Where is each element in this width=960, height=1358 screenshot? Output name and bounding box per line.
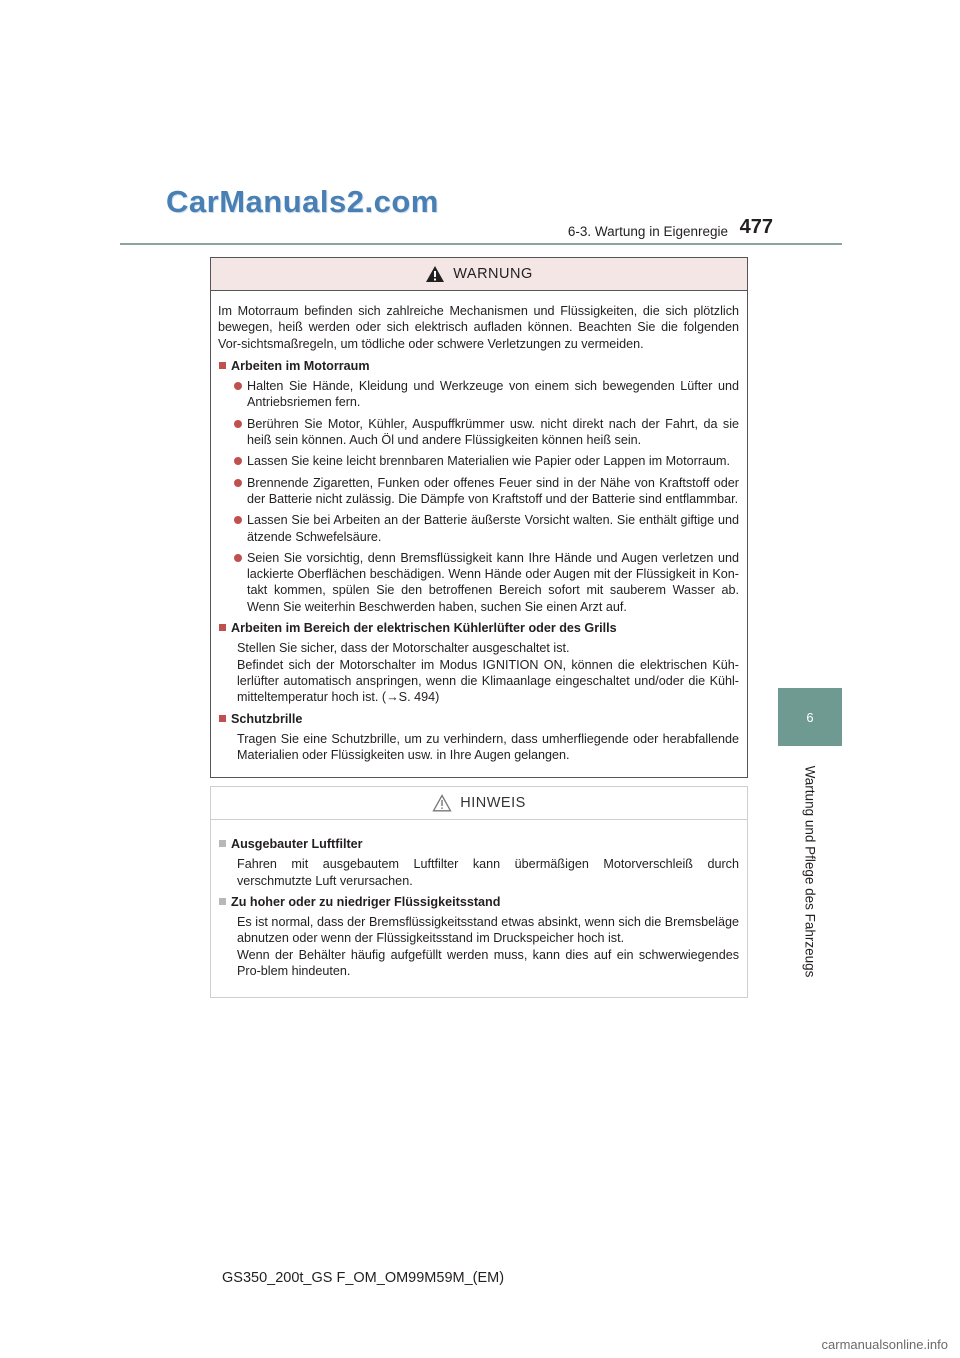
section-heading: Schutzbrille xyxy=(218,711,739,727)
chapter-number: 6 xyxy=(806,709,814,725)
note-body xyxy=(211,820,747,997)
section-header: 6-3. Wartung in Eigenregie xyxy=(567,224,728,239)
paragraph: Fahren mit ausgebautem Luftfilter kann übermäßigen Motorverschleiß durch verschmutzte Luft verursachen. xyxy=(237,857,739,888)
chapter-side-title xyxy=(778,756,842,986)
header-divider xyxy=(120,243,842,245)
warning-title: WARNUNG xyxy=(453,266,533,282)
bullet-dot-icon xyxy=(234,554,242,562)
warning-box xyxy=(210,257,748,778)
document-code: GS350_200t_GS F_OM_OM99M59M_(EM) xyxy=(222,1270,505,1286)
section-heading: Zu hoher oder zu niedriger Flüssigkeitsstand xyxy=(218,894,739,910)
section-heading: Arbeiten im Bereich der elektrischen Kühlerlüfter oder des Grills xyxy=(218,620,739,636)
section-heading: Arbeiten im Motorraum xyxy=(218,358,739,374)
carmanuals-logo: CarManuals2.com xyxy=(166,184,439,219)
square-bullet-icon xyxy=(219,624,226,631)
page-number: 477 xyxy=(739,216,773,238)
paragraph: Befindet sich der Motorschalter im Modus IGNITION ON, können die elektrischen Küh-lerlüfter automatisch anspringen, wenn die Klimaanlage eingeschaltet und/oder die Kühl-mitteltemperatur hoch ist. (→S. 494) xyxy=(237,657,739,705)
bullet-dot-icon xyxy=(234,479,242,487)
paragraph: Es ist normal, dass der Bremsflüssigkeitsstand etwas absinkt, wenn sich die Bremsbeläge abnutzen oder wenn der Flüssigkeitsstand im Druckspeicher hoch ist. xyxy=(237,915,739,946)
square-bullet-icon xyxy=(219,898,226,905)
list-item: Berühren Sie Motor, Kühler, Auspuffkrümmer usw. nicht direkt nach der Fahrt, da sie heiß sein können. Auch Öl und andere Flüssigkeiten können heiß sein. xyxy=(218,416,739,449)
paragraph: Tragen Sie eine Schutzbrille, um zu verhindern, dass umherfliegende oder herabfallende Materialien oder Flüssigkeiten usw. in Ihre Augen gelangen. xyxy=(237,731,739,763)
bullet-dot-icon xyxy=(234,420,242,428)
paragraph: Wenn der Behälter häufig aufgefüllt werden muss, kann dies auf ein schwerwiegendes Pro-blem hindeuten. xyxy=(237,947,739,979)
list-item: Halten Sie Hände, Kleidung und Werkzeuge von einem sich bewegenden Lüfter und Antriebsriemen fern. xyxy=(218,378,739,411)
watermark: carmanualsonline.info xyxy=(821,1337,948,1352)
square-bullet-icon xyxy=(219,362,226,369)
warning-header xyxy=(211,258,747,291)
chapter-tab xyxy=(778,688,842,746)
section-heading: Ausgebauter Luftfilter xyxy=(218,836,739,852)
chapter-side-title-text: Wartung und Pflege des Fahrzeugs xyxy=(802,765,818,977)
square-bullet-icon xyxy=(219,715,226,722)
list-item: Brennende Zigaretten, Funken oder offenes Feuer sind in der Nähe von Kraftstoff oder der Batterie nicht zulässig. Die Dämpfe von Kraftstoff und der Batterie sind entflammbar. xyxy=(218,475,739,508)
list-item: Lassen Sie bei Arbeiten an der Batterie äußerste Vorsicht walten. Sie enthält giftige und ätzende Schwefelsäure. xyxy=(218,512,739,545)
note-header xyxy=(211,787,747,820)
bullet-dot-icon xyxy=(234,516,242,524)
warning-body xyxy=(211,291,747,777)
caution-triangle-icon xyxy=(432,794,452,812)
bullet-dot-icon xyxy=(234,382,242,390)
note-box xyxy=(210,786,748,998)
warning-triangle-icon xyxy=(425,265,445,283)
paragraph: Stellen Sie sicher, dass der Motorschalter ausgeschaltet ist. xyxy=(237,641,570,656)
note-title: HINWEIS xyxy=(460,795,526,811)
bullet-dot-icon xyxy=(234,457,242,465)
list-item: Seien Sie vorsichtig, denn Bremsflüssigkeit kann Ihre Hände und Augen verletzen und lackierte Oberflächen beschädigen. Wenn Hände oder Augen mit der Flüssigkeit in Kon-takt kommen, spülen Sie den betroffenen Bereich sofort mit sauberem Wasser ab. Wenn Sie weiterhin Beschwerden haben, suchen Sie einen Arzt auf. xyxy=(218,550,739,615)
square-bullet-icon xyxy=(219,840,226,847)
warning-intro: Im Motorraum befinden sich zahlreiche Mechanismen und Flüssigkeiten, die sich plötzlich bewegen, heiß werden oder sich elektrisch aufladen können. Beachten Sie die folgenden Vor-sichtsmaßregeln, um tödliche oder schwere Verletzungen zu vermeiden. xyxy=(218,304,739,351)
list-item: Lassen Sie keine leicht brennbaren Materialien wie Papier oder Lappen im Motorraum. xyxy=(218,453,739,469)
